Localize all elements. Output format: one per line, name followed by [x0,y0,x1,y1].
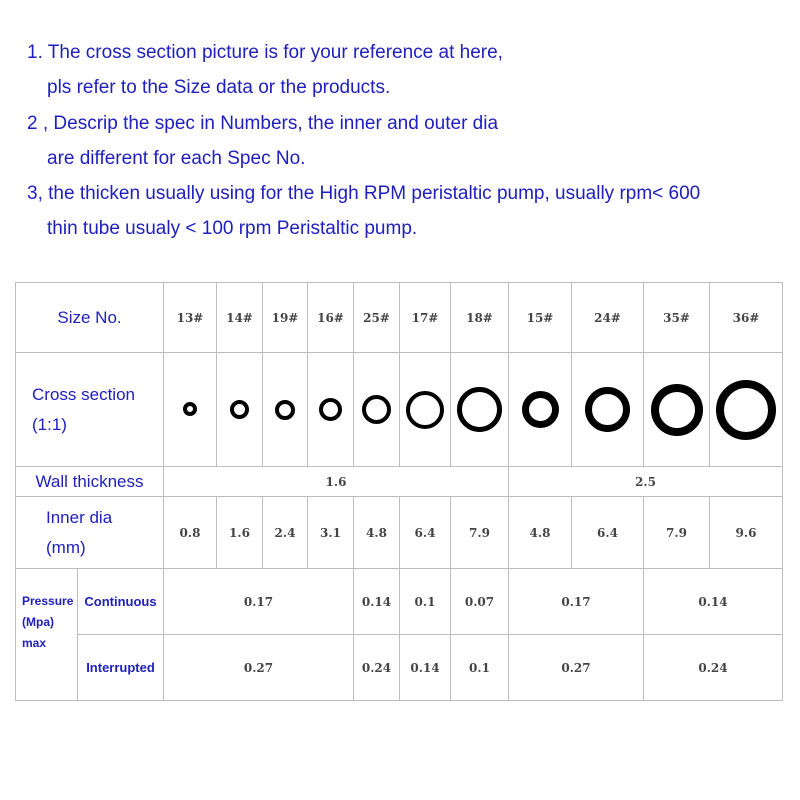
interrupted-label: Interrupted [78,635,164,701]
size-cell: 17# [400,283,451,353]
inner-dia-row [16,497,783,569]
cross-section-cell [263,353,308,467]
size-cell: 35# [644,283,710,353]
cross-section-cell [217,353,263,467]
inner-dia-cell: 6.4 [400,497,451,569]
tube-ring-icon [230,400,249,419]
inner-dia-cell: 1.6 [217,497,263,569]
cross-section-cell [400,353,451,467]
wall-thickness-value: 2.5 [509,467,783,497]
interrupted-value: 0.14 [400,635,451,701]
inner-dia-cell: 7.9 [451,497,509,569]
note-line-3: 2 , Descrip the spec in Numbers, the inner and outer dia [27,113,499,134]
continuous-value: 0.17 [509,569,644,635]
continuous-value: 0.07 [451,569,509,635]
size-cell: 36# [710,283,783,353]
continuous-value: 0.1 [400,569,451,635]
note-line-6: thin tube usualy < 100 rpm Peristaltic pump. [47,218,418,239]
cross-section-cell [308,353,354,467]
wall-thickness-value: 1.6 [164,467,509,497]
cross-section-cell [509,353,572,467]
inner-dia-cell: 4.8 [509,497,572,569]
size-cell: 13# [164,283,217,353]
size-cell: 19# [263,283,308,353]
inner-dia-cell: 3.1 [308,497,354,569]
cross-section-label [16,353,164,467]
cross-section-cell [710,353,783,467]
note-line-4: are different for each Spec No. [47,148,306,169]
interrupted-value: 0.24 [354,635,400,701]
interrupted-value: 0.27 [164,635,354,701]
wall-thickness-row [16,467,783,497]
pressure-label-line1: Pressure [22,594,74,608]
wall-thickness-label: Wall thickness [16,467,164,497]
note-line-5: 3, the thicken usually using for the High RPM peristaltic pump, usually rpm< 600 [27,183,701,204]
spec-table [15,282,783,701]
tube-ring-icon [183,402,197,416]
size-label: Size No. [16,283,164,353]
inner-dia-cell: 4.8 [354,497,400,569]
size-cell: 15# [509,283,572,353]
size-cell: 16# [308,283,354,353]
tube-ring-icon [651,384,703,436]
inner-dia-cell: 2.4 [263,497,308,569]
notes-block [0,0,800,260]
inner-dia-label-line2: (mm) [46,537,86,557]
tube-ring-icon [716,380,776,440]
inner-dia-cell: 6.4 [572,497,644,569]
size-cell: 24# [572,283,644,353]
cross-section-row [16,353,783,467]
note-line-1: 1. The cross section picture is for your reference at here, [27,42,503,63]
continuous-value: 0.17 [164,569,354,635]
size-cell: 25# [354,283,400,353]
inner-dia-label-line1: Inner dia [46,507,113,527]
cross-section-cell [644,353,710,467]
tube-ring-icon [585,387,630,432]
continuous-value: 0.14 [644,569,783,635]
inner-dia-cell: 0.8 [164,497,217,569]
size-cell: 18# [451,283,509,353]
cross-section-cell [354,353,400,467]
pressure-label [16,569,78,701]
tube-ring-icon [275,400,295,420]
interrupted-value: 0.27 [509,635,644,701]
cross-section-cell [164,353,217,467]
cross-section-label-line2: (1:1) [32,414,67,434]
inner-dia-cell: 9.6 [710,497,783,569]
tube-ring-icon [406,391,444,429]
tube-ring-icon [522,391,559,428]
interrupted-pressure-row [16,635,783,701]
tube-ring-icon [362,395,391,424]
size-row [16,283,783,353]
cross-section-cell [451,353,509,467]
pressure-label-line3: max [22,636,47,650]
interrupted-value: 0.1 [451,635,509,701]
cross-section-label-line1: Cross section [32,384,135,404]
inner-dia-label [16,497,164,569]
inner-dia-cell: 7.9 [644,497,710,569]
continuous-value: 0.14 [354,569,400,635]
size-cell: 14# [217,283,263,353]
continuous-label: Continuous [78,569,164,635]
continuous-pressure-row [16,569,783,635]
tube-ring-icon [457,387,502,432]
cross-section-cell [572,353,644,467]
interrupted-value: 0.24 [644,635,783,701]
tube-ring-icon [319,398,342,421]
pressure-label-line2: (Mpa) [22,615,54,629]
note-line-2: pls refer to the Size data or the products. [47,77,391,98]
